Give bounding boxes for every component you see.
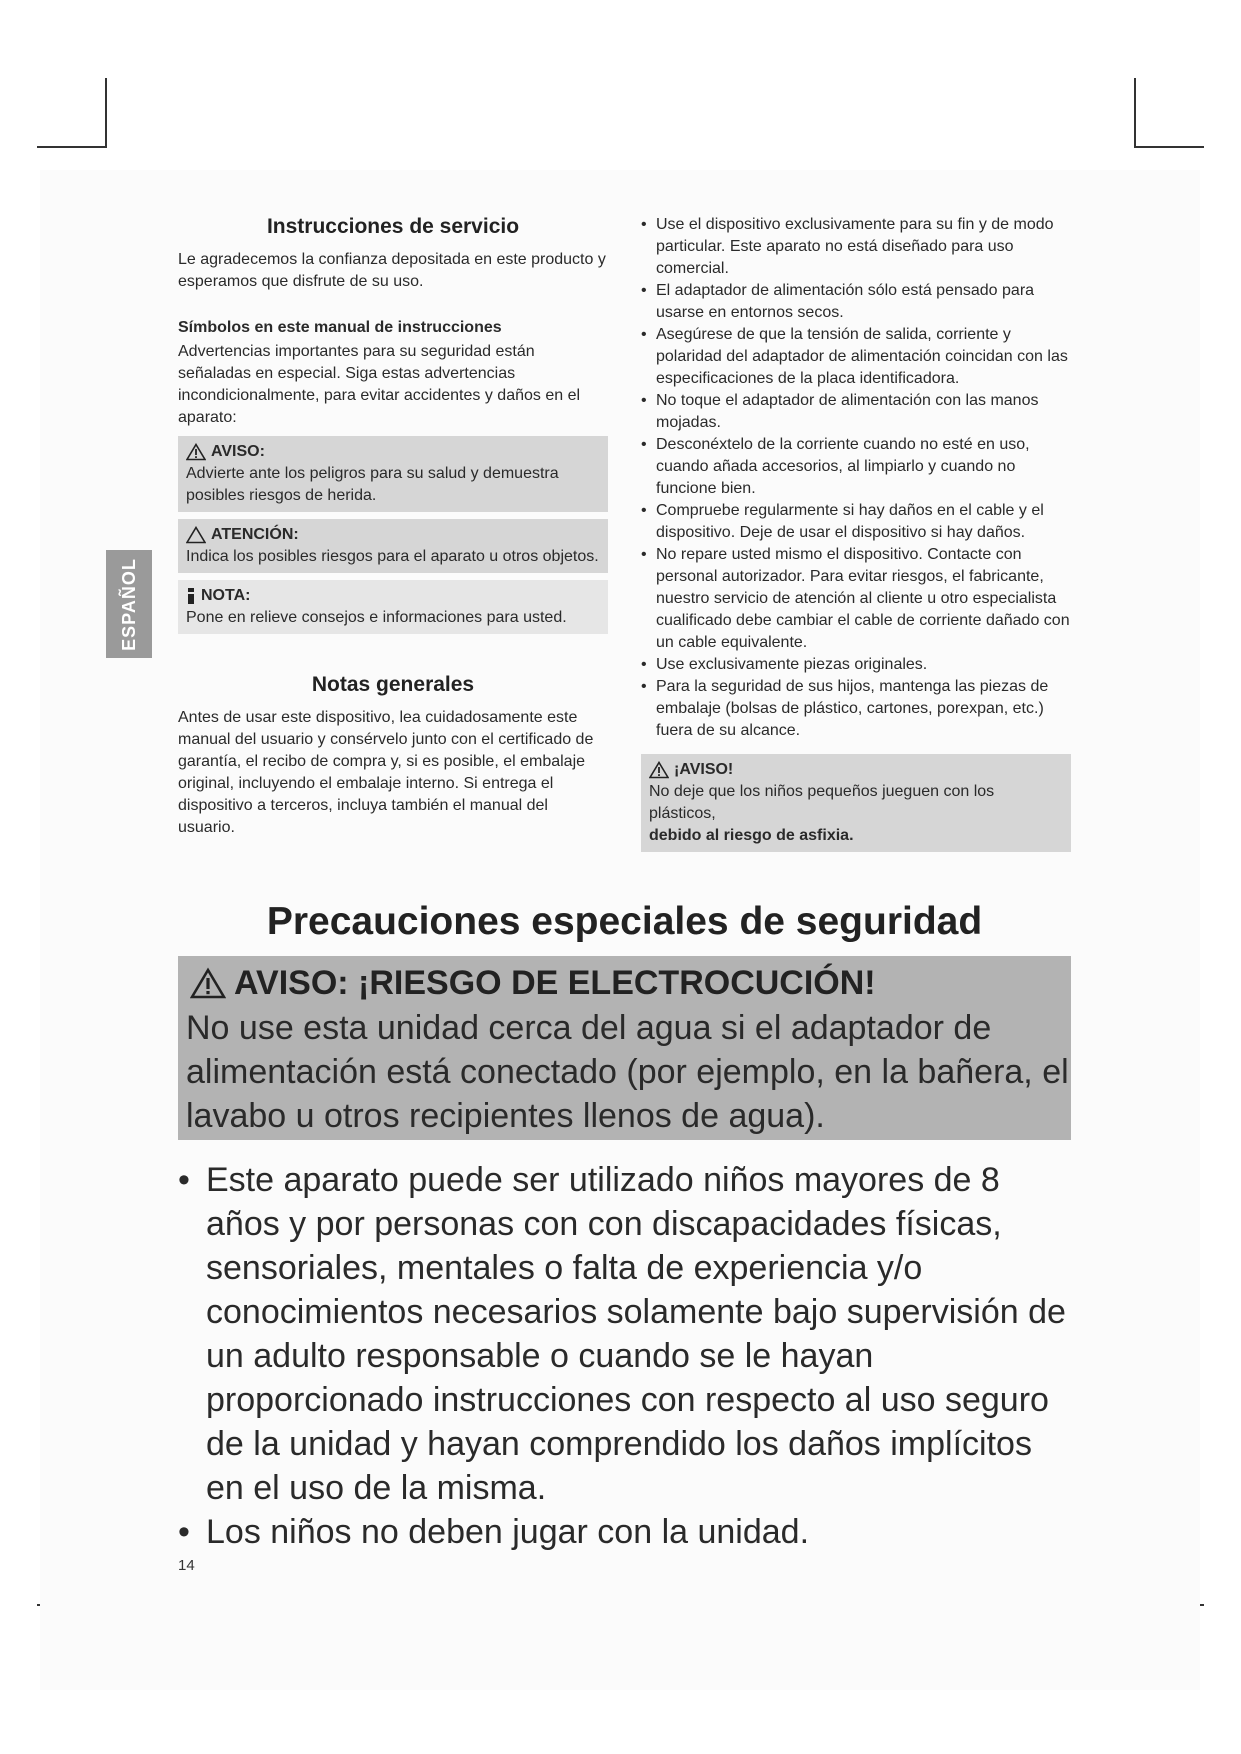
precauciones-list bbox=[178, 1158, 1071, 1554]
list-item: • Para la seguridad de sus hijos, mantenga las piezas de embalaje (bolsas de plástico, cartones, porexpan, etc.) fuera de su alcance. bbox=[641, 676, 1071, 742]
symbols-text: Advertencias importantes para su seguridad están señaladas en especial. Siga estas advertencias incondicionalmente, para evitar accidentes y daños en el aparato: bbox=[178, 343, 581, 426]
warning-triangle-icon bbox=[186, 443, 206, 461]
info-icon bbox=[186, 587, 196, 605]
symbols-heading: Símbolos en este manual de instrucciones bbox=[178, 319, 502, 336]
list-item: • Desconéxtelo de la corriente cuando no esté en uso, cuando añada accesorios, al limpiarlo y cuando no funcione bien. bbox=[641, 434, 1071, 500]
left-column bbox=[178, 214, 608, 839]
atencion-title: ATENCIÓN: bbox=[211, 526, 299, 543]
list-item: • No repare usted mismo el dispositivo. Contacte con personal autorizador. Para evitar riesgos, el fabricante, nuestro servicio de atención al cliente u otro especialista cualificado debe cambiar el cable de corriente dañado con un cable equivalente. bbox=[641, 544, 1071, 654]
safety-bullet-list bbox=[641, 214, 1071, 742]
section-title-notas: Notas generales bbox=[311, 673, 475, 696]
warning-triangle-icon bbox=[649, 761, 669, 779]
electrocution-warning-text: No use esta unidad cerca del agua si el adaptador de alimentación está conectado (por ejemplo, en la bañera, el lavabo u otros recipientes llenos de agua). bbox=[186, 1009, 1069, 1135]
asfixia-warning-box bbox=[641, 754, 1071, 852]
section-title-instrucciones: Instrucciones de servicio bbox=[266, 215, 520, 238]
electrocution-warning-title: AVISO: ¡RIESGO DE ELECTROCUCIÓN! bbox=[234, 964, 876, 1002]
nota-text: Pone en relieve consejos e informaciones para usted. bbox=[186, 609, 567, 626]
crop-mark bbox=[37, 146, 107, 148]
aviso-text: Advierte ante los peligros para su salud y demuestra posibles riesgos de herida. bbox=[186, 465, 559, 504]
atencion-box bbox=[178, 519, 608, 573]
list-item: • Los niños no deben jugar con la unidad. bbox=[178, 1510, 1071, 1554]
list-item: • El adaptador de alimentación sólo está pensado para usarse en entornos secos. bbox=[641, 280, 1071, 324]
right-column bbox=[641, 214, 1071, 852]
list-item: • Use el dispositivo exclusivamente para su fin y de modo particular. Este aparato no está diseñado para uso comercial. bbox=[641, 214, 1071, 280]
nota-box bbox=[178, 580, 608, 634]
asfixia-warning-title: ¡AVISO! bbox=[674, 761, 734, 778]
precauciones-title: Precauciones especiales de seguridad bbox=[266, 900, 983, 943]
crop-mark bbox=[1134, 78, 1136, 148]
page-number: 14 bbox=[178, 1557, 195, 1574]
list-item: • Compruebe regularmente si hay daños en el cable y el dispositivo. Deje de usar el dispositivo si hay daños. bbox=[641, 500, 1071, 544]
intro-text: Le agradecemos la confianza depositada en este producto y esperamos que disfrute de su uso. bbox=[178, 251, 606, 290]
list-item: • No toque el adaptador de alimentación con las manos mojadas. bbox=[641, 390, 1071, 434]
aviso-box bbox=[178, 436, 608, 512]
asfixia-warning-bold: debido al riesgo de asfixia. bbox=[649, 827, 854, 844]
asfixia-warning-text: No deje que los niños pequeños jueguen con los plásticos, bbox=[649, 783, 995, 822]
crop-mark bbox=[1134, 146, 1204, 148]
atencion-text: Indica los posibles riesgos para el aparato u otros objetos. bbox=[186, 548, 599, 565]
language-side-tab bbox=[106, 550, 152, 658]
caution-triangle-icon bbox=[186, 526, 206, 544]
notas-text: Antes de usar este dispositivo, lea cuidadosamente este manual del usuario y consérvelo junto con el certificado de garantía, el recibo de compra y, si es posible, el embalaje original, incluyendo el embalaje interno. Si entrega el dispositivo a terceros, incluya también el manual del usuario. bbox=[178, 709, 594, 836]
nota-title: NOTA: bbox=[201, 587, 251, 604]
language-label: ESPAÑOL bbox=[118, 557, 139, 651]
aviso-title: AVISO: bbox=[211, 443, 265, 460]
warning-triangle-icon bbox=[190, 967, 226, 999]
list-item: • Este aparato puede ser utilizado niños mayores de 8 años y por personas con con discapacidades físicas, sensoriales, mentales o falta de experiencia y/o conocimientos necesarios solamente bajo supervisión de un adulto responsable o cuando se le hayan proporcionado instrucciones con respecto al uso seguro de la unidad y hayan comprendido los daños implícitos en el uso de la misma. bbox=[178, 1158, 1071, 1510]
list-item: • Asegúrese de que la tensión de salida, corriente y polaridad del adaptador de alimentación coincidan con las especificaciones de la placa identificadora. bbox=[641, 324, 1071, 390]
list-item: • Use exclusivamente piezas originales. bbox=[641, 654, 1071, 676]
crop-mark bbox=[105, 78, 107, 148]
electrocution-warning-box bbox=[178, 956, 1071, 1140]
